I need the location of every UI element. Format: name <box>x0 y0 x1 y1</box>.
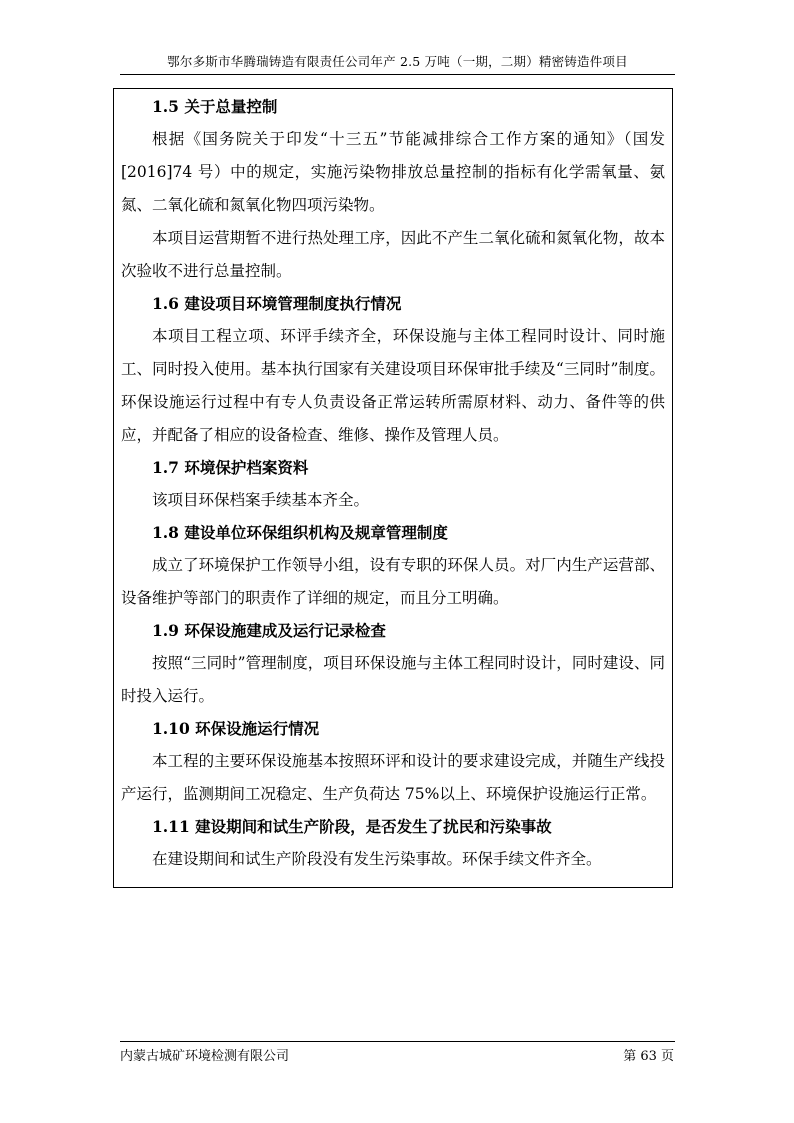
section-paragraph: 本项目运营期暂不进行热处理工序，因此不产生二氧化硫和氮氧化物，故本次验收不进行总量控制。 <box>121 229 665 280</box>
section-heading: 1.7 环境保护档案资料 <box>152 458 309 477</box>
section-heading: 1.9 环保设施建成及运行记录检查 <box>152 621 386 640</box>
footer-page-number: 第 63 页 <box>623 1049 674 1064</box>
header-divider <box>120 74 675 75</box>
section-facility-operation <box>121 713 665 811</box>
section-heading: 1.10 环保设施运行情况 <box>152 719 320 738</box>
section-heading: 1.5 关于总量控制 <box>152 97 278 116</box>
section-heading: 1.8 建设单位环保组织机构及规章管理制度 <box>152 523 448 542</box>
section-facility-records <box>121 615 665 713</box>
section-paragraph: 本工程的主要环保设施基本按照环评和设计的要求建设完成，并随生产线投产运行，监测期间工况稳定、生产负荷达 75%以上、环境保护设施运行正常。 <box>121 752 665 803</box>
footer-company: 内蒙古城矿环境检测有限公司 <box>120 1049 290 1064</box>
section-organization <box>121 517 665 615</box>
section-archives <box>121 452 665 517</box>
section-incidents <box>121 811 665 876</box>
section-paragraph: 在建设期间和试生产阶段没有发生污染事故。环保手续文件齐全。 <box>152 850 602 868</box>
section-paragraph: 按照“三同时”管理制度，项目环保设施与主体工程同时设计，同时建设、同时投入运行。 <box>121 654 665 705</box>
content-body <box>121 91 665 876</box>
section-heading: 1.6 建设项目环境管理制度执行情况 <box>152 294 402 313</box>
section-paragraph: 本项目工程立项、环评手续齐全，环保设施与主体工程同时设计、同时施工、同时投入使用。基本执行国家有关建设项目环保审批手续及“三同时”制度。环保设施运行过程中有专人负责设备正常运转所需原材料、动力、备件等的供应，并配备了相应的设备检查、维修、操作及管理人员。 <box>121 327 665 444</box>
section-management-system <box>121 288 665 452</box>
section-total-control <box>121 91 665 288</box>
footer-divider <box>120 1041 675 1042</box>
section-paragraph: 根据《国务院关于印发“十三五”节能减排综合工作方案的通知》（国发[2016]74 号）中的规定，实施污染物排放总量控制的指标有化学需氧量、氨氮、二氧化硫和氮氧化物四项污染物。 <box>121 130 665 214</box>
section-heading: 1.11 建设期间和试生产阶段，是否发生了扰民和污染事故 <box>152 817 552 836</box>
section-paragraph: 成立了环境保护工作领导小组，设有专职的环保人员。对厂内生产运营部、设备维护等部门的职责作了详细的规定，而且分工明确。 <box>121 556 665 607</box>
content-box <box>113 88 673 888</box>
page-header-title: 鄂尔多斯市华腾瑞铸造有限责任公司年产 2.5 万吨（一期，二期）精密铸造件项目 <box>167 54 628 69</box>
section-paragraph: 该项目环保档案手续基本齐全。 <box>152 491 370 509</box>
